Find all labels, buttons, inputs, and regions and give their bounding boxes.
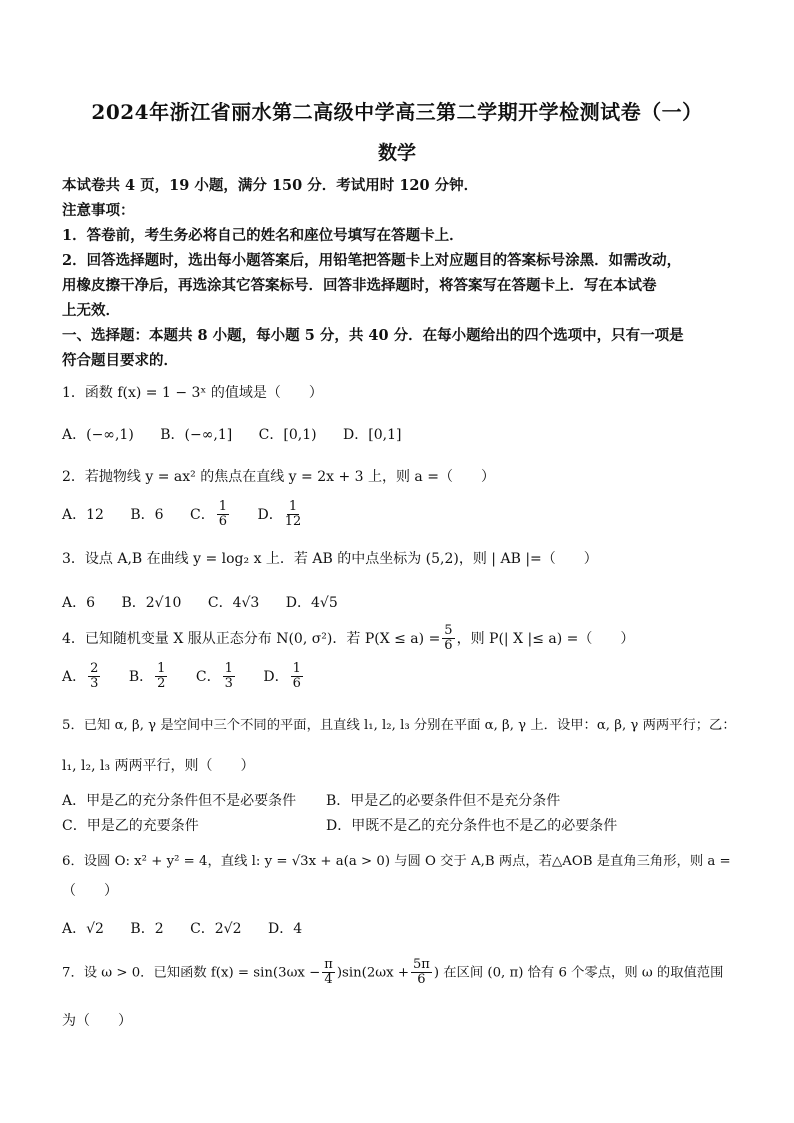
question-1-stem: 1．函数 f(x) = 1 − 3ˣ 的值域是（ ） [62,385,323,401]
question-6-options [62,918,324,938]
question-4-option-c: C． $\frac{1}{3}$ [195,661,233,692]
question-4-option-a: A． $\frac{2}{3}$ [62,661,99,692]
notice-item-2-line1: 2．回答选择题时，选出每小题答案后，用铅笔把答题卡上对应题目的答案标号涂黑．如需改动， [62,252,682,269]
section-heading-line1: 一、选择题：本题共 8 小题，每小题 5 分，共 40 分．在每小题给出的四个选项中，只有一项是 [62,327,684,344]
notice-item-1: 1．答卷前，考生务必将自己的姓名和座位号填写在答题卡上． [62,227,464,244]
question-7-stem-line1: 7．设 ω > 0．已知函数 f(x) = sin(3ωx − $\frac{\pi}{4}$ )sin(2ωx + $\frac{5\pi}{6}$ ) 在区间 (0, π) 恰有 6 个零点，则 ω 的取值范围 [62,957,724,988]
question-1-option-b: B．(−∞,1] [160,427,233,443]
question-5-stem-line2: l₁, l₂, l₃ 两两平行，则（ ） [62,758,255,774]
question-4-options [62,662,327,692]
question-1-option-a: A．(−∞,1) [62,427,134,443]
question-5-option-a: A．甲是乙的充分条件但不是必要条件 [62,793,297,809]
question-6-stem-line2: （ ） [62,883,118,899]
question-3-options [62,592,360,612]
question-2-option-a: A．12 [62,506,104,523]
question-2-option-d: D． $\frac{1}{12}$ [257,499,302,530]
question-1-option-c: C．[0,1) [258,427,317,443]
question-6-stem-line1: 6．设圆 O: x² + y² = 4，直线 l: y = √3x + a(a > 0) 与圆 O 交于 A,B 两点，若△AOB 是直角三角形，则 a = [62,854,731,869]
exam-info: 本试卷共 4 页，19 小题，满分 150 分．考试用时 120 分钟． [62,177,479,194]
question-2-stem: 2．若抛物线 y = ax² 的焦点在直线 y = 2x + 3 上，则 a =（ ） [62,469,495,485]
question-6-option-d: D．4 [267,921,303,937]
question-2-option-c: C． $\frac{1}{6}$ [190,499,228,530]
question-3-stem: 3．设点 A,B 在曲线 y = log₂ x 上．若 AB 的中点坐标为 (5,2)，则 | AB |=（ ） [62,551,598,567]
question-5-option-c: C．甲是乙的充要条件 [62,818,199,834]
question-3-option-d: D．4√5 [285,595,338,611]
question-7-stem-line2: 为（ ） [62,1013,132,1029]
question-5-option-b: B．甲是乙的必要条件但不是充分条件 [326,793,561,809]
notice-heading: 注意事项： [62,202,135,219]
question-3-option-c: C．4√3 [207,595,260,611]
question-4-option-d: D． $\frac{1}{6}$ [263,661,301,692]
question-1-options [62,424,423,444]
section-heading-line2: 符合题目要求的． [62,352,178,369]
question-5-stem-line1: 5．已知 α, β, γ 是空间中三个不同的平面，且直线 l₁, l₂, l₃ 分别在平面 α, β, γ 上．设甲：α, β, γ 两两平行；乙： [62,718,736,733]
question-4-option-b: B． $\frac{1}{2}$ [128,661,166,692]
question-6-option-a: A．√2 [62,921,104,937]
notice-item-2-line2: 用橡皮擦干净后，再选涂其它答案标号．回答非选择题时，将答案写在答题卡上．写在本试卷 [62,277,657,294]
question-6-option-c: C．2√2 [190,921,242,937]
question-3-option-b: B．2√10 [121,595,182,611]
question-3-option-a: A．6 [62,595,96,611]
question-2-options [62,500,325,530]
question-6-option-b: B．2 [130,921,164,937]
question-5-option-d: D．甲既不是乙的充分条件也不是乙的必要条件 [326,818,618,834]
exam-title: 2024年浙江省丽水第二高级中学高三第二学期开学检测试卷（一） [91,100,703,124]
exam-subject: 数学 [377,142,416,164]
notice-item-2-line3: 上无效． [62,302,120,319]
question-4-stem: 4．已知随机变量 X 服从正态分布 N(0, σ²)．若 P(X ≤ a) = $\frac{5}{6}$ ，则 P(| X |≤ a) =（ ） [62,623,635,654]
question-1-option-d: D．[0,1] [343,427,402,443]
question-2-option-b: B．6 [130,506,164,523]
